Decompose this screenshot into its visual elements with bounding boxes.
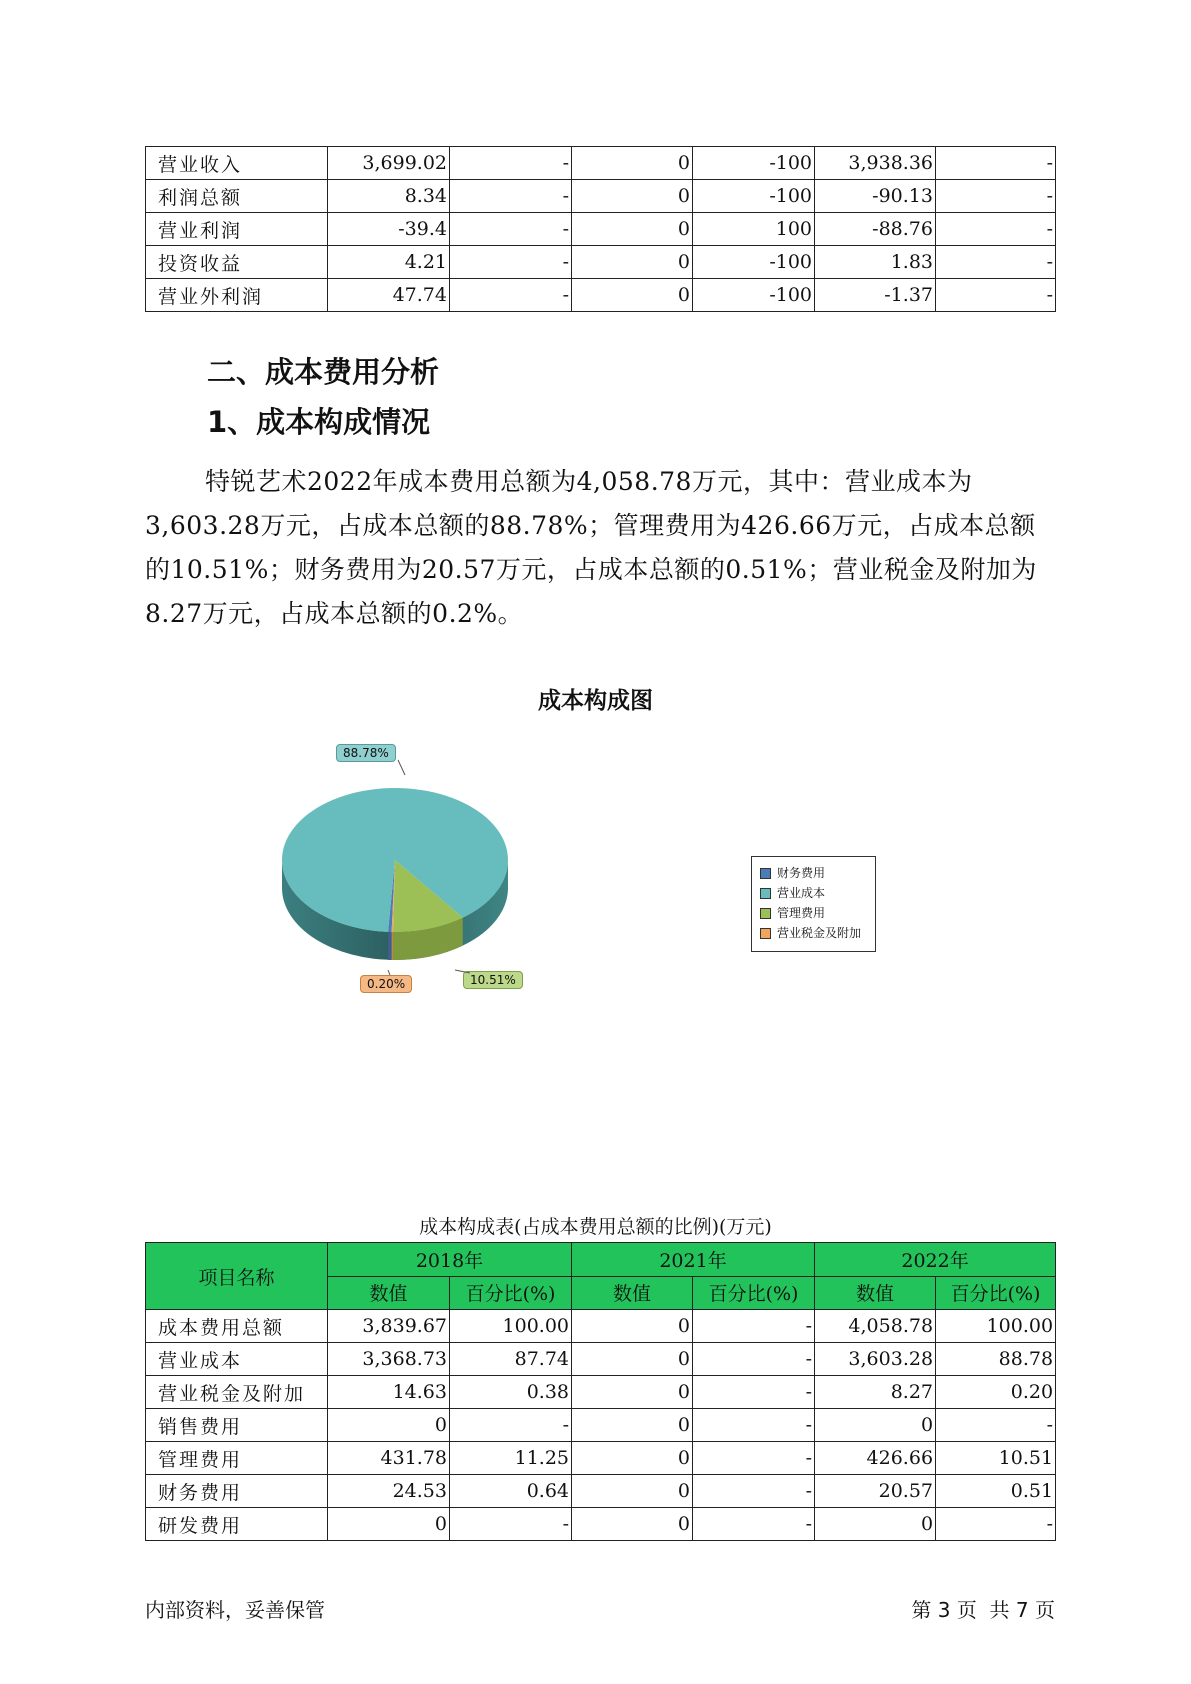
table-cell: 431.78 (328, 1442, 450, 1475)
table-cell: 100 (693, 213, 815, 246)
table-cell: - (450, 279, 572, 312)
table-cell: -1.37 (815, 279, 936, 312)
data-label-operating-cost: 88.78% (336, 744, 396, 762)
table-cell: - (936, 246, 1056, 279)
legend-label: 营业税金及附加 (777, 926, 862, 940)
legend-swatch (760, 928, 771, 939)
table-cell: 100.00 (450, 1310, 572, 1343)
table-cell: -100 (693, 147, 815, 180)
table-cell: 3,603.28 (815, 1343, 936, 1376)
table-cell: 0 (572, 1343, 693, 1376)
table-cell: -100 (693, 279, 815, 312)
table-cell: 426.66 (815, 1442, 936, 1475)
table-row (146, 1376, 1056, 1409)
legend-swatch (760, 888, 771, 899)
analysis-paragraph: 特锐艺术2022年成本费用总额为4,058.78万元，其中：营业成本为3,603.28万元，占成本总额的88.78%；管理费用为426.66万元，占成本总额的10.51%；财务费用为20.57万元，占成本总额的0.51%；营业税金及附加为8.27万元，占成本总额的0.2%。 (145, 467, 1037, 628)
table-cell: - (693, 1409, 815, 1442)
subheader-value: 数值 (328, 1276, 450, 1310)
table-cell: 0 (572, 1475, 693, 1508)
table-row (146, 213, 1056, 246)
legend-swatch (760, 908, 771, 919)
table-cell: - (693, 1475, 815, 1508)
table-cell: -90.13 (815, 180, 936, 213)
table-cell: 0 (328, 1409, 450, 1442)
table-cell: 0 (572, 1376, 693, 1409)
header-year-2022: 2022年 (815, 1243, 1056, 1277)
table-cell: - (450, 213, 572, 246)
table-cell: 0 (572, 1508, 693, 1541)
table-cell: - (693, 1343, 815, 1376)
income-summary-table (145, 146, 1056, 312)
row-label: 营业收入 (146, 147, 328, 180)
table-row (146, 1409, 1056, 1442)
table-cell: - (693, 1442, 815, 1475)
subheader-percent: 百分比(%) (693, 1276, 815, 1310)
row-label: 投资收益 (146, 246, 328, 279)
table-cell: 47.74 (328, 279, 450, 312)
table-row (146, 279, 1056, 312)
table-cell: 0 (572, 213, 693, 246)
table-cell: 20.57 (815, 1475, 936, 1508)
table-cell: -100 (693, 246, 815, 279)
table-cell: 14.63 (328, 1376, 450, 1409)
section-heading: 二、成本费用分析 (207, 355, 440, 389)
table-cell: 0 (572, 147, 693, 180)
table-row (146, 1442, 1056, 1475)
table-cell: 10.51 (936, 1442, 1056, 1475)
row-label: 管理费用 (146, 1442, 328, 1475)
header-year-2018: 2018年 (328, 1243, 572, 1277)
footer-page-number: 第 3 页 共 7 页 (911, 1598, 1055, 1622)
table-cell: 4.21 (328, 246, 450, 279)
table-cell: 0.64 (450, 1475, 572, 1508)
table-cell: 0 (572, 1310, 693, 1343)
data-label-management-cost: 10.51% (463, 971, 523, 989)
legend-item (760, 883, 867, 903)
row-label: 营业税金及附加 (146, 1376, 328, 1409)
row-label: 营业成本 (146, 1343, 328, 1376)
table-cell: 0 (328, 1508, 450, 1541)
table-cell: - (693, 1508, 815, 1541)
chart-title: 成本构成图 (538, 688, 653, 714)
header-item-name: 项目名称 (146, 1243, 328, 1310)
chart-legend (751, 856, 876, 952)
legend-label: 财务费用 (777, 866, 826, 880)
table-cell: - (450, 1508, 572, 1541)
table-cell: 0 (572, 279, 693, 312)
table-cell: - (936, 279, 1056, 312)
table-cell: 87.74 (450, 1343, 572, 1376)
table-cell: 0 (572, 1442, 693, 1475)
legend-item (760, 903, 867, 923)
table-cell: -100 (693, 180, 815, 213)
table-row (146, 147, 1056, 180)
table-row (146, 1310, 1056, 1343)
row-label: 营业外利润 (146, 279, 328, 312)
legend-item (760, 863, 867, 883)
table-cell: 24.53 (328, 1475, 450, 1508)
subheader-percent: 百分比(%) (450, 1276, 572, 1310)
row-label: 成本费用总额 (146, 1310, 328, 1343)
table-cell: - (936, 1409, 1056, 1442)
table-cell: 1.83 (815, 246, 936, 279)
table-cell: - (450, 1409, 572, 1442)
table-cell: - (693, 1376, 815, 1409)
label-leaders (280, 730, 580, 1010)
cost-table-caption: 成本构成表(占成本费用总额的比例)(万元) (419, 1216, 772, 1238)
table-row (146, 1343, 1056, 1376)
table-cell: - (450, 147, 572, 180)
table-row (146, 1508, 1056, 1541)
table-cell: 4,058.78 (815, 1310, 936, 1343)
table-cell: 8.34 (328, 180, 450, 213)
table-cell: 3,368.73 (328, 1343, 450, 1376)
table-cell: 0 (815, 1508, 936, 1541)
table-cell: - (936, 213, 1056, 246)
table-cell: - (693, 1310, 815, 1343)
footer-confidential: 内部资料，妥善保管 (145, 1598, 325, 1622)
table-cell: 0 (572, 180, 693, 213)
subsection-heading: 1、成本构成情况 (207, 405, 431, 439)
legend-label: 管理费用 (777, 906, 826, 920)
table-cell: - (450, 180, 572, 213)
legend-item (760, 923, 867, 943)
table-cell: 3,699.02 (328, 147, 450, 180)
table-row (146, 246, 1056, 279)
row-label: 营业利润 (146, 213, 328, 246)
table-cell: 0.20 (936, 1376, 1056, 1409)
row-label: 销售费用 (146, 1409, 328, 1442)
legend-label: 营业成本 (777, 886, 826, 900)
subheader-value: 数值 (815, 1276, 936, 1310)
data-label-tax: 0.20% (360, 975, 412, 993)
table-cell: 11.25 (450, 1442, 572, 1475)
table-cell: 0 (572, 1409, 693, 1442)
subheader-value: 数值 (572, 1276, 693, 1310)
table-cell: 8.27 (815, 1376, 936, 1409)
cost-structure-table (145, 1242, 1056, 1541)
header-year-2021: 2021年 (572, 1243, 815, 1277)
table-cell: 3,839.67 (328, 1310, 450, 1343)
table-cell: -39.4 (328, 213, 450, 246)
table-cell: 0 (572, 246, 693, 279)
table-cell: 3,938.36 (815, 147, 936, 180)
table-row (146, 1475, 1056, 1508)
table-cell: - (450, 246, 572, 279)
table-cell: - (936, 147, 1056, 180)
table-row (146, 180, 1056, 213)
table-cell: 100.00 (936, 1310, 1056, 1343)
table-cell: 0 (815, 1409, 936, 1442)
legend-swatch (760, 868, 771, 879)
table-cell: 0.38 (450, 1376, 572, 1409)
table-cell: 0.51 (936, 1475, 1056, 1508)
row-label: 利润总额 (146, 180, 328, 213)
table-cell: 88.78 (936, 1343, 1056, 1376)
subheader-percent: 百分比(%) (936, 1276, 1056, 1310)
table-cell: - (936, 1508, 1056, 1541)
row-label: 财务费用 (146, 1475, 328, 1508)
row-label: 研发费用 (146, 1508, 328, 1541)
table-cell: - (936, 180, 1056, 213)
table-cell: -88.76 (815, 213, 936, 246)
